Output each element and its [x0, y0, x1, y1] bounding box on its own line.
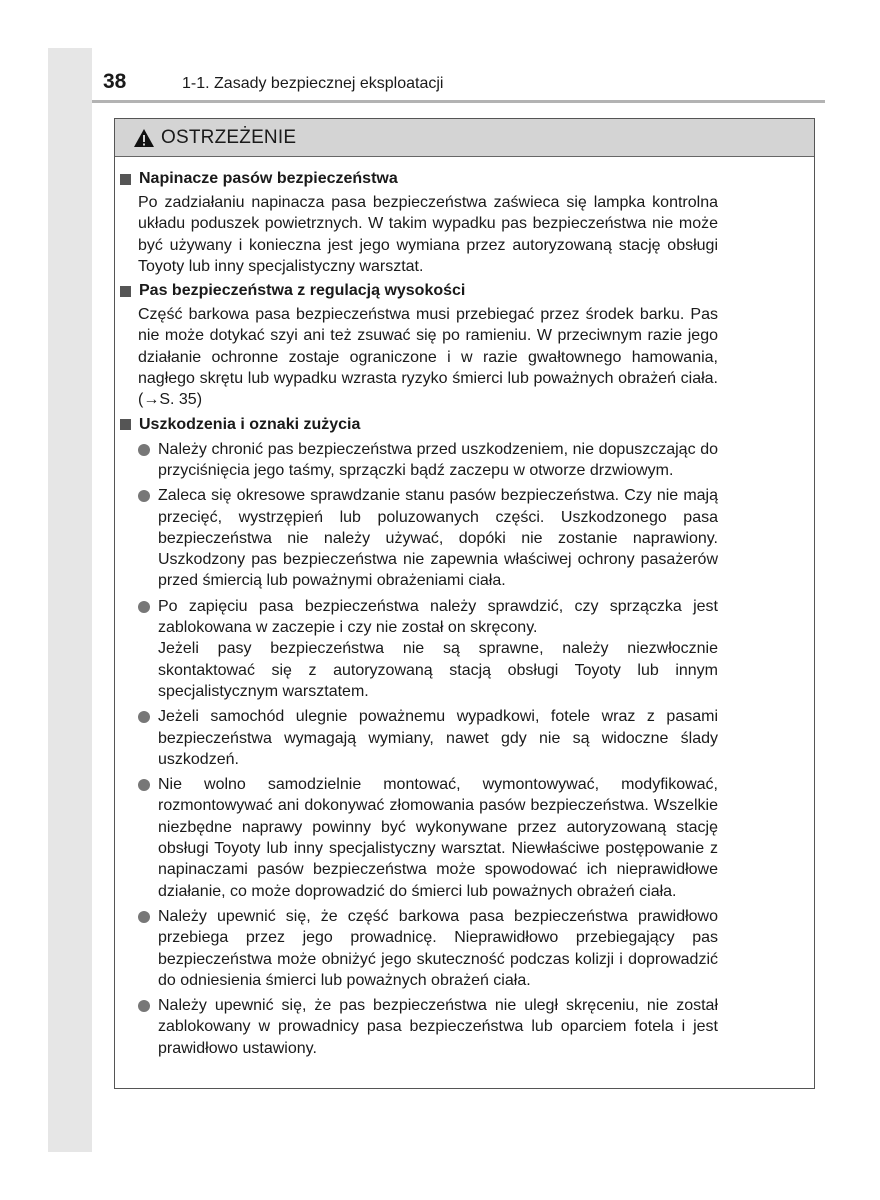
- list-item-text: Należy upewnić się, że pas bezpieczeństwa nie uległ skręceniu, nie został zablokowany w prowadnicy pasa bezpieczeństwa lub oparciem fotela i jest prawidłowo ustawiony.: [158, 997, 718, 1057]
- circle-bullet-icon: [138, 779, 150, 791]
- section-heading-text: Napinacze pasów bezpieczeństwa: [139, 170, 398, 187]
- list-item-text: Należy chronić pas bezpieczeństwa przed uszkodzeniem, nie dopuszczając do przyciśnięcia jego taśmy, sprzączki bądź zaczepu w otworze drzwiowym.: [158, 440, 718, 479]
- list-item-extra-text: Jeżeli pasy bezpieczeństwa nie są sprawne, należy niezwłocznie skontaktować się z autoryzowaną stacją obsługi Toyoty lub innym specjalistycznym warsztatem.: [158, 640, 718, 700]
- warning-header: [115, 119, 814, 157]
- list-item: [138, 995, 718, 1059]
- circle-bullet-icon: [138, 601, 150, 613]
- section-heading: [120, 415, 814, 435]
- list-item: [138, 439, 718, 482]
- circle-bullet-icon: [138, 490, 150, 502]
- warning-body: [115, 157, 814, 1059]
- circle-bullet-icon: [138, 911, 150, 923]
- square-bullet-icon: [120, 286, 131, 297]
- section-paragraph: Po zadziałaniu napinacza pasa bezpieczeństwa zaświeca się lampka kontrolna układu poduszek powietrznych. W takim wypadku pas bezpieczeństwa nie może być używany i konieczna jest jego wymiana przez autoryzowaną stację obsługi Toyoty lub inny specjalistyczny warsztat.: [138, 194, 718, 275]
- section-paragraph: Część barkowa pasa bezpieczeństwa musi przebiegać przez środek barku. Pas nie może dotykać szyi ani też zsuwać się po ramieniu. W przeciwnym razie jego działanie ochronne zostaje ograniczone i w razie gwałtownego hamowania, nagłego skrętu lub wypadku wzrasta ryzyko śmierci lub poważnych obrażeń ciała. (→S. 35): [138, 306, 718, 409]
- page-number: 38: [103, 70, 127, 93]
- list-item: [138, 774, 718, 902]
- list-item-text: Należy upewnić się, że część barkowa pasa bezpieczeństwa prawidłowo przebiega przez jego prowadnicę. Nieprawidłowo przebiegający pas bezpieczeństwa może obniżyć jego skuteczność podczas kolizji i doprowadzić do odniesienia śmierci lub poważnych obrażeń ciała.: [158, 907, 718, 989]
- warning-title: OSTRZEŻENIE: [161, 126, 297, 148]
- square-bullet-icon: [120, 419, 131, 430]
- list-item-text: Zaleca się okresowe sprawdzanie stanu pasów bezpieczeństwa. Czy nie mają przecięć, wystrzępień lub poluzowanych części. Uszkodzonego pasa bezpieczeństwa nie należy używać, dopóki nie zostanie naprawiony. Uszkodzony pas bezpieczeństwa nie zapewnia właściwej ochrony pasażerów przed śmiercią lub poważnymi obrażeniami ciała.: [158, 487, 718, 590]
- list-item: [138, 906, 718, 991]
- page-margin-strip: [48, 48, 92, 1152]
- warning-triangle-icon: [133, 128, 155, 148]
- list-item-text: Po zapięciu pasa bezpieczeństwa należy sprawdzić, czy sprzączka jest zablokowana w zaczepie i czy nie został on skręcony.: [158, 597, 718, 637]
- list-item-text: Jeżeli samochód ulegnie poważnemu wypadkowi, fotele wraz z pasami bezpieczeństwa wymagają wymiany, nawet gdy nie są widoczne ślady uszkodzeń.: [158, 708, 718, 768]
- circle-bullet-icon: [138, 1000, 150, 1012]
- list-item: [138, 706, 718, 770]
- header-divider: [92, 100, 825, 103]
- warning-box: [114, 118, 815, 1089]
- section-title: 1-1. Zasady bezpiecznej eksploatacji: [182, 75, 444, 92]
- list-item-content: [158, 596, 718, 702]
- section-heading: [120, 281, 814, 301]
- list-item: [138, 485, 718, 591]
- section-heading-text: Pas bezpieczeństwa z regulacją wysokości: [139, 282, 466, 300]
- section-heading: [120, 169, 814, 189]
- circle-bullet-icon: [138, 444, 150, 456]
- list-item-text: Nie wolno samodzielnie montować, wymontowywać, modyfikować, rozmontowywać ani dokonywać złomowania pasów bezpieczeństwa. Wszelkie niezbędne naprawy powinny być wykonywane przez autoryzowaną stację obsługi Toyoty lub inny specjalistyczny warsztat. Niewłaściwe postępowanie z napinaczami pasów bezpieczeństwa może spowodować ich nieprawidłowe działanie, co może doprowadzić do śmierci lub poważnych obrażeń ciała.: [158, 776, 718, 900]
- circle-bullet-icon: [138, 711, 150, 723]
- list-item: [138, 596, 718, 702]
- section-heading-text: Uszkodzenia i oznaki zużycia: [139, 415, 361, 433]
- square-bullet-icon: [120, 174, 131, 185]
